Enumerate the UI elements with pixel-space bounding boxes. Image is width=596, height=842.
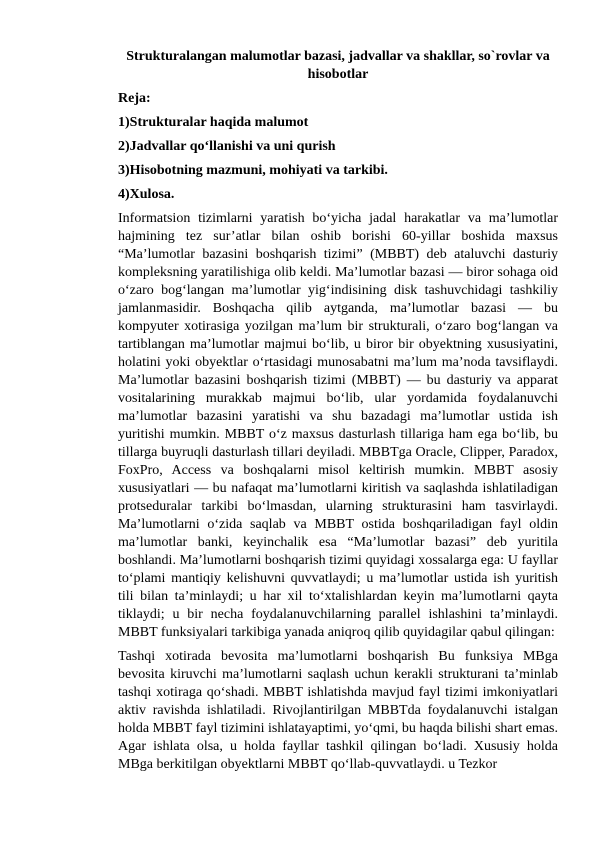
document-content bbox=[118, 48, 558, 780]
body-paragraph-1: Informatsion tizimlarni yaratish bo‘yicha jadal harakatlar va ma’lumotlar hajmining tez sur’atlar bilan oshib borishi 60-yillar boshida maxsus “Ma’lumotlar bazasini boshqarish tizimi” (MBBT) deb ataluvchi dasturiy kompleksning yaratilishiga olib keldi. Ma’lumotlar bazasi — biror sohaga oid o‘zaro bog‘langan ma’lumotlar yig‘indisining disk tashuvchidagi tashkiliy jamlanmasidir. Boshqacha qilib aytganda, ma’lumotlar bazasi — bu kompyuter xotirasiga yozilgan ma’lum bir strukturali, o‘zaro bog‘langan va tartiblangan ma’lumotlar majmui bo‘lib, u biror bir obyektning xususiyatini, holatini yoki obyektlar o‘rtasidagi munosabatni ma’lum ma’noda tavsiflaydi. Ma’lumotlar bazasini boshqarish tizimi (MBBT) — bu dasturiy va apparat vositalarining murakkab majmui bo‘lib, ular yordamida foydalanuvchi ma’lumotlar bazasini yaratishi va shu bazadagi ma’lumotlar ustida ish yuritishi mumkin. MBBT o‘z maxsus dasturlash tillariga ham ega bo‘lib, bu tillarga buyruqli dasturlash tillari deyiladi. MBBTga Oracle, Clipper, Paradox, FoxPro, Access va boshqalarni misol keltirish mumkin. MBBT asosiy xususiyatlari — bu nafaqat ma’lumotlarni kiritish va saqlashda ishlatiladigan protseduralar tarkibi bo‘lmasdan, ularning strukturasini ham tasvirlaydi. Ma’lumotlarni o‘zida saqlab va MBBT ostida boshqariladigan fayl oldin ma’lumotlar banki, keyinchalik esa “Ma’lumotlar bazasi” deb yuritila boshlandi. Ma’lumotlarni boshqarish tizimi quyidagi xossalarga ega: U fayllar to‘plami mantiqiy kelishuvni quvvatlaydi; u ma’lumotlar ustida ish yuritish tili bilan ta’minlaydi; u har xil to‘xtalishlardan keyin ma’lumotlarni qayta tiklaydi; u bir necha foydalanuvchilarning parallel ishlashini ta’minlaydi. MBBT funksiyalari tarkibiga yanada aniqroq qilib quyidagilar qabul qilingan: bbox=[118, 211, 558, 640]
plan-item-1: 1)Strukturalar haqida malumot bbox=[118, 115, 309, 130]
plan-item-3: 3)Hisobotning mazmuni, mohiyati va tarkibi. bbox=[118, 163, 388, 178]
plan-item-2: 2)Jadvallar qo‘llanishi va uni qurish bbox=[118, 139, 336, 154]
body-paragraph-2: Tashqi xotirada bevosita ma’lumotlarni boshqarish Bu funksiya MBga bevosita kiruvchi ma’lumotlarni saqlash uchun kerakli strukturani ta’minlab tashqi xotiraga qo‘shadi. MBBT ishlatishda mavjud fayl tizimi imkoniyatlari aktiv ravishda ishlatiladi. Rivojlantirilgan MBBTda foydalanuvchi istalgan holda MBBT fayl tizimini ishlatayaptimi, yo‘qmi, bu haqda bilishi shart emas. Agar ishlata olsa, u holda fayllar tashkil qilingan bo‘ladi. Xususiy holda MBga berkitilgan obyektlarni MBBT qo‘llab-quvvatlaydi. u Tezkor bbox=[118, 649, 558, 772]
document-title: Strukturalangan malumotlar bazasi, jadvallar va shakllar, so`rovlar va hisobotlar bbox=[126, 49, 550, 82]
plan-item-4: 4)Xulosa. bbox=[118, 187, 175, 202]
plan-label: Reja: bbox=[118, 91, 151, 106]
